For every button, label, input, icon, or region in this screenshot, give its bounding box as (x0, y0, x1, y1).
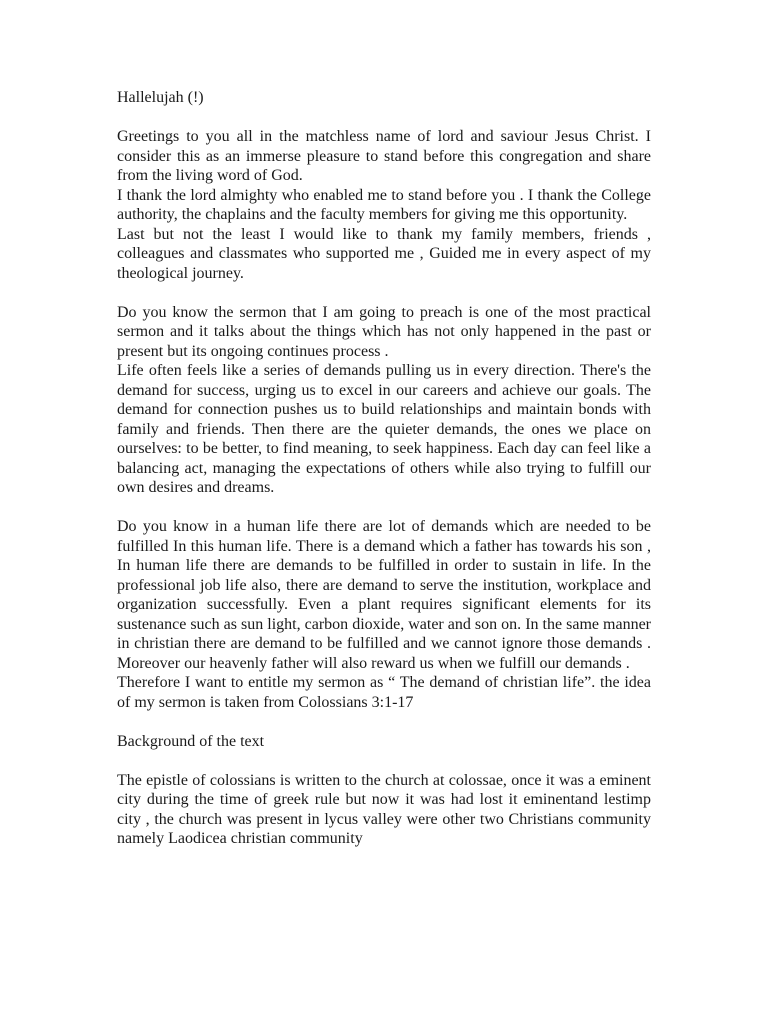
document-title: Hallelujah (!) (117, 89, 204, 106)
thanks-paragraph: I thank the lord almighty who enabled me to stand before you . I thank the College authority, the chaplains and the faculty members for giving me this opportunity. (117, 186, 651, 223)
blank-line (117, 283, 651, 303)
epistle-background-paragraph: The epistle of colossians is written to the church at colossae, once it was a eminent city during the time of greek rule but now it was had lost it eminentand lestimp city , the church was present in lycus valley were other two Christians community namely Laodicea christian community (117, 771, 651, 847)
document-page (117, 88, 651, 849)
blank-line (117, 751, 651, 771)
human-life-paragraph: Do you know in a human life there are lot of demands which are needed to be fulfilled In this human life. There is a demand which a father has towards his son , In human life there are demands to be fulfilled in order to sustain in life. In the professional job life also, there are demand to serve the institution, workplace and organization successfully. Even a plant requires significant elements for its sustenance such as sun light, carbon dioxide, water and son on. In the same manner in christian there are demand to be fulfilled and we cannot ignore those demands . Moreover our heavenly father will also reward us when we fulfill our demands . (117, 518, 651, 672)
blank-line (117, 498, 651, 518)
blank-line (117, 712, 651, 732)
sermon-title-paragraph: Therefore I want to entitle my sermon as “ The demand of christian life”. the idea of my sermon is taken from Colossians 3:1-17 (117, 674, 651, 711)
blank-line (117, 108, 651, 128)
sermon-intro-paragraph: Do you know the sermon that I am going to preach is one of the most practical sermon and it talks about the things which has not only happened in the past or present but its ongoing continues process . (117, 303, 651, 360)
greeting-paragraph: Greetings to you all in the matchless name of lord and saviour Jesus Christ. I consider this as an immerse pleasure to stand before this congregation and share from the living word of God. (117, 128, 651, 184)
background-subheading: Background of the text (117, 732, 265, 750)
family-thanks-paragraph: Last but not the least I would like to thank my family members, friends , colleagues and classmates who supported me , Guided me in every aspect of my theological journey. (117, 225, 651, 282)
life-demands-paragraph: Life often feels like a series of demands pulling us in every direction. There's the demand for success, urging us to excel in our careers and achieve our goals. The demand for connection pushes us to build relationships and maintain bonds with family and friends. Then there are the quieter demands, the ones we place on ourselves: to be better, to find meaning, to seek happiness. Each day can feel like a balancing act, managing the expectations of others while also trying to fulfill our own desires and dreams. (117, 362, 651, 496)
